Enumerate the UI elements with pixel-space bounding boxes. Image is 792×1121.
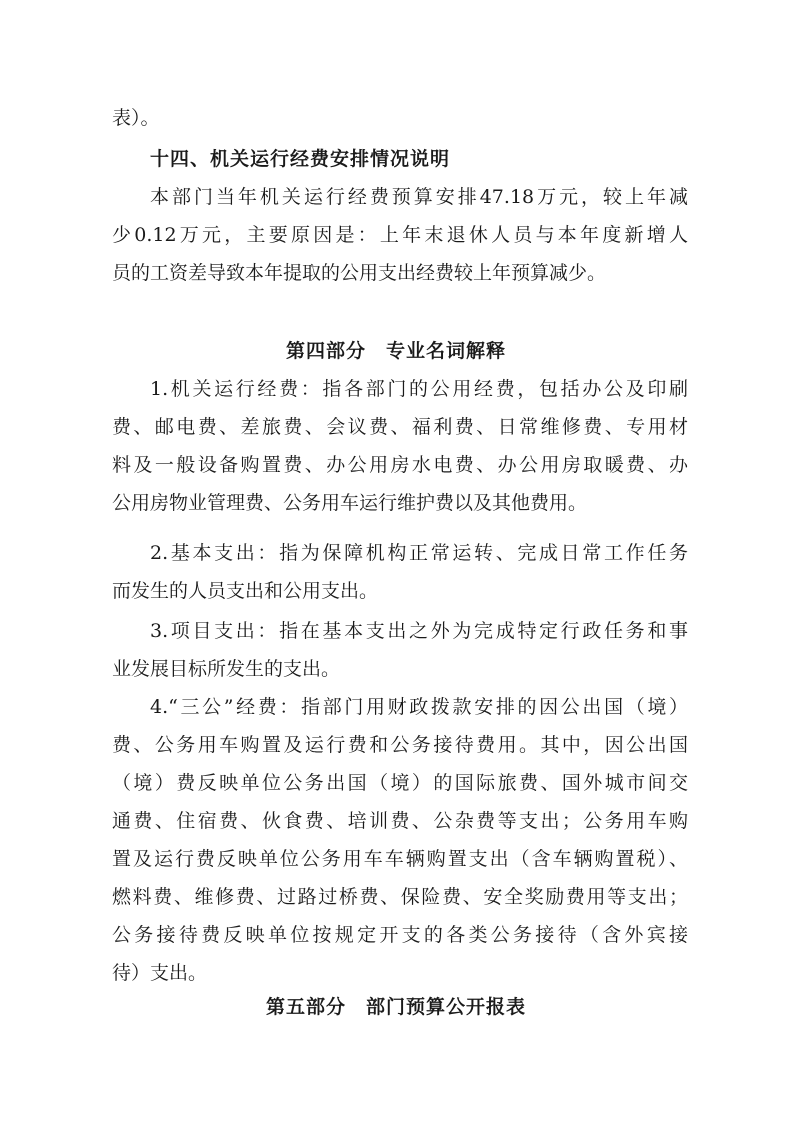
text-line: 表）。: [112, 107, 160, 129]
definition-line: 4.“三公”经费：指部门用财政拨款安排的因公出国（境）: [150, 696, 688, 718]
paragraph-line: 本部门当年机关运行经费预算安排47.18万元，较上年减: [150, 186, 688, 208]
definition-line: 费、公务用车购置及运行费和公务接待费用。其中，因公出国: [112, 734, 688, 756]
definition-line: 公务接待费反映单位按规定开支的各类公务接待（含外宾接: [112, 924, 688, 946]
definition-line: 置及运行费反映单位公务用车车辆购置支出（含车辆购置税）、: [112, 848, 688, 870]
definition-line: 3.项目支出：指在基本支出之外为完成特定行政任务和事: [150, 620, 688, 642]
definition-line: 而发生的人员支出和公用支出。: [112, 580, 379, 602]
definition-line: 业发展目标所发生的支出。: [112, 658, 341, 680]
definition-line: 费、邮电费、差旅费、会议费、福利费、日常维修费、专用材: [112, 416, 688, 438]
definition-line: （境）费反映单位公务出国（境）的国际旅费、国外城市间交: [112, 772, 688, 794]
paragraph-line: 少0.12万元，主要原因是：上年末退休人员与本年度新增人: [112, 224, 688, 246]
definition-line: 待）支出。: [112, 962, 208, 984]
part-four-title: 第四部分 专业名词解释: [285, 340, 506, 362]
definition-line: 2.基本支出：指为保障机构正常运转、完成日常工作任务: [150, 542, 688, 564]
paragraph-line: 员的工资差导致本年提取的公用支出经费较上年预算减少。: [112, 262, 607, 284]
definition-line: 公用房物业管理费、公务用车运行维护费以及其他费用。: [112, 492, 588, 514]
definition-line: 通费、住宿费、伙食费、培训费、公杂费等支出；公务用车购: [112, 810, 688, 832]
section-heading-14: 十四、机关运行经费安排情况说明: [150, 148, 451, 170]
part-five-title: 第五部分 部门预算公开报表: [265, 996, 526, 1018]
definition-line: 燃料费、维修费、过路过桥费、保险费、安全奖励费用等支出；: [112, 886, 688, 908]
definition-line: 1.机关运行经费：指各部门的公用经费，包括办公及印刷: [150, 378, 688, 400]
definition-line: 料及一般设备购置费、办公用房水电费、办公用房取暖费、办: [112, 454, 688, 476]
